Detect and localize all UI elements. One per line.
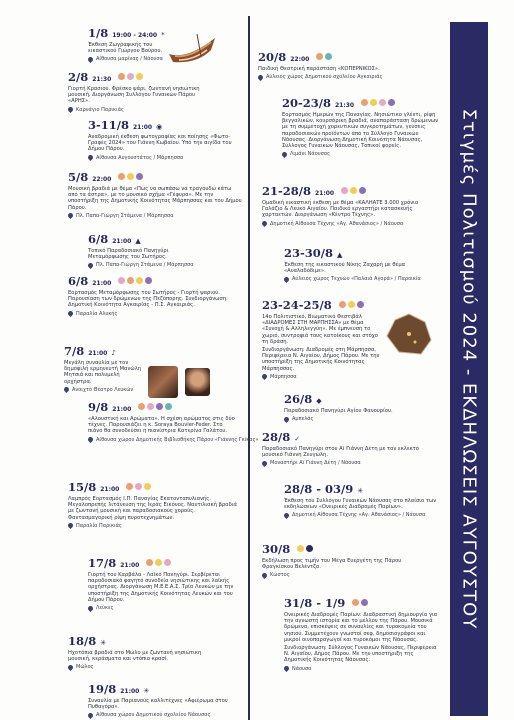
location-pin-icon <box>283 512 290 519</box>
event-description: Τοπικό Παραδοσιακό Πανηγύρι Μεταμόρφωσης του Σωτήρος. <box>88 248 169 261</box>
event-entry <box>284 596 469 672</box>
category-dots <box>361 99 395 106</box>
category-dots <box>138 403 172 410</box>
location-pin-icon <box>257 74 264 81</box>
event-time: 21:00 <box>88 350 108 357</box>
event-date: 18/8 <box>68 634 97 648</box>
location-pin-icon <box>87 56 94 63</box>
event-date: 23-24-25/8 <box>262 298 332 312</box>
location-pin-icon <box>283 665 290 672</box>
event-date: 31/8 - 1/9 <box>284 596 346 610</box>
event-location: Αύλειος χώρος Τεχνών «Παλαιά Αγορά» / Παροικία <box>284 276 469 282</box>
category-dots <box>118 173 143 180</box>
event-entry <box>258 50 443 80</box>
event-description: Έκθεση του Συλλόγου Γυναικών Νάουσας στο πλαίσιο των εκδηλώσεων «Ονειρικές Διαδρομές Παρίων». <box>284 498 437 511</box>
event-description: Συναυλία με Παριανούς καλλιτέχνες «Αφιέρωμα στον Πυθαγόρα». <box>88 698 228 711</box>
location-pin-icon <box>67 212 74 219</box>
event-description: Παιδική Θεατρική παράσταση «ΚΟΠΕΡΝΙΚΟΣ». <box>258 66 380 72</box>
event-entry <box>68 634 248 670</box>
event-date: 7/8 <box>64 344 85 358</box>
event-description: Παραδοσιακό Πανηγύρι Αγίου Φανουρίου. <box>284 408 393 414</box>
location-pin-icon <box>87 604 94 611</box>
event-description: Μουσική βραδιά με θέμα «Πως να σωπάσω να τραγουδώ κάτω από τα άστρα», με το μουσικό σχήμα «Γέφυρα». Με την υποστήριξη της Δημοτικής Κοινότητας Μάρπησσας και του Δήμου Πάρου. <box>68 186 242 211</box>
event-location: Δημοτική Αίθουσα Τέχνης «Αγ. Αθανάσιος» / Νάουσα <box>284 512 469 518</box>
event-description: Ονειρικές Διαδρομές Παρίων: Διαδραστική δημιουργία για την αγνωστή ιστορία και το μέλλον της Πάρου. Μουσικά δρώμενα, επισκέψεις σε συναυλίες και τυροκομεία του νησιού. Συμμετέχουν γνωστοί σεφ, δημοσιογράφοι και μικροί οινοπαραγωγοί και τυροκόμοι της Νάουσας. <box>284 612 438 643</box>
mini-icon: * <box>161 31 165 39</box>
mini-icon: ▲ <box>336 251 343 259</box>
event-date: 9/8 <box>88 400 109 414</box>
event-time: 22:00 <box>290 56 310 63</box>
event-location: Αίθουσα χώρου Δημοτικού σχολείου Νάουσας <box>88 712 268 718</box>
event-location: Κώστος <box>262 572 447 578</box>
event-time: 19:00 - 24:00 <box>112 32 158 39</box>
location-pin-icon <box>67 522 74 529</box>
event-location: Ανοιχτό Θέατρο Λευκών <box>64 387 244 393</box>
event-location: Πλ. Παπα-Γιώργη Στάμενα / Μάρπησσα <box>88 262 268 268</box>
mini-icon: ◆ <box>316 397 322 405</box>
event-time: 21:00 <box>112 238 132 245</box>
event-description: 14ο Πολιτιστικό, Βιωματικό Φεστιβάλ «ΔΙΑΔΡΟΜΕΣ ΣΤΗ ΜΑΡΠΗΣΣΑ» με θέμα «Συνοχή & Αλληλεγγύη». Με έμπνευση το χωριό, συντροφιά τους κατοίκους και στόχο τη δράση. <box>262 314 378 345</box>
mini-icon: ✳ <box>100 639 107 647</box>
event-entry <box>262 542 447 578</box>
event-description: Εορτασμός Μεταμόρφωσης του Σωτήρος - Γιορτή ψαριού. Παρουσίαση των δρώμενων της Πεζόπορης. Συνδιοργάνωση: Δημοτική Κοινότητα Αγκαιρίας - Π.Σ. Αγκαιριάς. <box>68 290 228 309</box>
event-entry <box>282 96 467 157</box>
event-description: Γιορτή του Καρβάλα - Λαϊκό Πανηγύρι. Σερβίρεται παραδοσιακό φαγητό συνοδεία νησιώτικης και λαϊκής ορχήστρας. Διοργάνωση Μ.Ε.Ε.Α.Σ. Τρία Λευκών με την υποστήριξη της Δημοτικής Κοινότητας Λευκών και του Δήμου Πάρου. <box>88 572 234 603</box>
location-pin-icon <box>67 310 74 317</box>
event-location: Παραλία Αλυκής <box>68 311 248 317</box>
category-dots <box>118 277 152 284</box>
event-location: Λιμάνι Νάουσας <box>282 151 467 157</box>
location-pin-icon <box>283 416 290 423</box>
location-pin-icon <box>87 436 94 443</box>
event-date: 3-11/8 <box>88 118 129 132</box>
event-description: Γιορτή Κρασιού. Φρέσκο ψάρι, ζωντανή νησιώτικη μουσική. Διοργάνωση Συλλόγου Γυναικών Πάρου «ΑΡΗΣ». <box>68 86 200 105</box>
event-date: 19/8 <box>88 682 117 696</box>
location-pin-icon <box>261 572 268 579</box>
location-pin-icon <box>87 154 94 161</box>
event-location: Μοναστήρι Αϊ Γιάννη Δέτη / Νάουσα <box>262 460 447 466</box>
event-note: Συνδιοργάνωση: Σύλλογος Γυναικών Νάουσας, Περιφέρεια Ν. Αιγαίου, Δήμος Πάρου. Με την υποστήριξη της Δημοτικής Κοινότητας Νάουσας. <box>284 645 437 664</box>
event-time: 22:00 <box>92 176 112 183</box>
mini-icon: ▲ <box>135 237 141 245</box>
event-description: Εκδήλωση προς τιμήν του Μέγα Ευεργέτη της Πάρου Φραγκίσκου Βελέντζα. <box>262 558 402 571</box>
event-entry <box>88 556 268 611</box>
location-pin-icon <box>87 712 94 719</box>
mini-icon: ✓ <box>294 435 301 443</box>
event-entry <box>68 170 248 219</box>
event-time: 21:30 <box>334 102 355 109</box>
event-location: Λεύκες <box>88 605 268 611</box>
event-date: 1/8 <box>88 26 109 40</box>
category-dots <box>146 559 171 566</box>
event-location: Αμπελάς <box>284 416 469 422</box>
event-date: 23-30/8 <box>284 246 333 260</box>
event-description: Έκθεση της εικαστικού Νίκης Ζαχαρή με θέμα «Αναλαδόδιμε». <box>284 262 406 275</box>
event-date: 15/8 <box>68 480 97 494</box>
event-date: 21-28/8 <box>262 184 311 198</box>
mini-icon: ✳ <box>143 687 150 695</box>
event-entry <box>88 682 268 718</box>
mini-icon: ◉ <box>156 123 163 131</box>
location-pin-icon <box>261 460 268 467</box>
event-date: 17/8 <box>88 556 117 570</box>
event-date: 20/8 <box>258 50 287 64</box>
mini-icon: ✳ <box>357 487 364 495</box>
location-pin-icon <box>67 664 74 671</box>
event-date: 2/8 <box>68 70 89 84</box>
category-dots <box>316 53 332 60</box>
event-description: Παραδοσιακό Πανηγύρι στον Αϊ Γιάννη Δέτη με τον εκλεκτό μουσικό Γιάννη Ζευγώλη. <box>262 446 419 459</box>
location-pin-icon <box>281 151 288 158</box>
event-date: 5/8 <box>68 170 89 184</box>
category-dots <box>118 73 143 80</box>
event-date: 6/8 <box>88 232 109 246</box>
event-entry <box>262 298 447 380</box>
location-pin-icon <box>87 262 94 269</box>
event-entry <box>88 232 268 268</box>
event-date: 20-23/8 <box>282 96 331 110</box>
event-time: 21:00 <box>120 688 140 695</box>
event-note: Συνδιοργάνωση: Διαδρομές στη Μάρπησσα, Περιφέρεια Ν. Αιγαίου, Δήμος Πάρου. Με την υποστήριξη της Δημοτικής Κοινότητας Μάρπησσας. <box>262 347 380 372</box>
event-description: Εορτασμός Ημερών της Παναγίας. Νησιώτικο γλέντι, ρίψη βεγγαλικών, κουρσάρικη βραδιά, αναπαράσταση δρώμενων με τη συμμετοχή χορευτικών συγκροτημάτων, γεύσεις παραδοσιακών προϊόντων από το Σύλλογο Γυναικών Νάουσας. Διοργάνωση Δημοτική Κοινότητα Νάουσας, Σύλλογος Γυναικών Νάουσας, Τοπικοί φορείς. <box>282 112 439 150</box>
event-location: Μώλος <box>68 664 248 670</box>
event-time: 21:00 <box>100 486 120 493</box>
category-dots <box>341 187 366 194</box>
location-pin-icon <box>283 276 290 283</box>
event-entry <box>284 482 469 518</box>
category-dots <box>297 545 313 552</box>
event-entry <box>68 70 248 113</box>
location-pin-icon <box>63 386 70 393</box>
event-description: «Αλουστική και Αρώματα». Η σχέση αρώματος στις δύο τέχνες. Παρουσιάζει η κ. Soraya Bouvier-Feder. Στο πιάνο θα συνοδεύσει η πιανίστρια Κατερίνα Γαλάτου. <box>88 416 235 435</box>
event-date: 6/8 <box>68 274 89 288</box>
event-location: Αίθουσα χώρου Δημοτικής Βιβλιοθήκης Πάρου «Γιάννης Γκίκας» <box>88 437 268 443</box>
event-time: 21:00 <box>120 562 140 569</box>
location-pin-icon <box>67 106 74 113</box>
event-time: 21:00 <box>132 124 153 131</box>
event-entry <box>68 480 248 529</box>
event-date: 26/8 <box>284 392 313 406</box>
banner-title: Στιγμές Πολιτισμού 2024 - ΕΚΔΗΛΩΣΕΙΣ ΑΥΓΟΥΣΤΟΥ <box>458 108 480 630</box>
event-time: 21:30 <box>92 76 112 83</box>
event-description: Λαμπρός Εορτασμός Ι.Π. Παναγίας Εκατονταπυλιανής. Μεγαλοπρεπής λιτάνευση της Ιεράς Εικόνος. Ναυτιλιακή βραδιά με ζωντανή μουσική και παραδοσιακούς χορούς. Φαντασμαγορική ρίψη πυροτεχνημάτων. <box>68 496 237 521</box>
event-description: Ηχοτόπια βραδιά στο Μώλο με ζωντανή νησιώτικη μουσική, κεράσματα και ντόπιο κρασί. <box>68 650 202 663</box>
location-pin-icon <box>261 220 268 227</box>
event-location: Καρνάγιο Παρικιάς <box>68 107 248 113</box>
category-dots <box>352 599 368 606</box>
event-entry <box>64 344 244 393</box>
event-location: Πλ. Παπα-Γιώργη Στάμενα / Μάρπησσα <box>68 213 248 219</box>
event-entry <box>284 246 469 282</box>
event-time: 21:00 <box>92 280 112 287</box>
event-entry <box>262 184 447 227</box>
event-entry <box>284 392 469 422</box>
event-entry <box>262 430 447 466</box>
event-entry <box>88 26 268 62</box>
event-date: 28/8 <box>262 430 291 444</box>
event-location: Αύλειος χώρος Δημοτικού σχολείου Αγκαιριάς <box>258 74 443 80</box>
event-description: Αναδρομική έκθεση φωτογραφίας και ποίησης «Φωτο-Γραφές 2024» του Γιάννη Κωβαίου. Υπό την αιγίδα του Δήμου Πάρου. <box>88 134 232 153</box>
mini-icon: ♪ <box>111 349 116 357</box>
event-entry <box>88 400 268 443</box>
event-location: Μάρπησσα <box>262 374 447 380</box>
event-date: 30/8 <box>262 542 291 556</box>
event-location: Δημοτική Αίθουσα Τέχνης «Αγ. Αθανάσιος» / Νάουσα <box>262 221 447 227</box>
event-location: Νάουσα <box>284 666 469 672</box>
category-dots <box>339 301 364 308</box>
event-time: 21:00 <box>314 190 335 197</box>
event-description: Μεγάλη συναυλία με τον δημοφιλή ερμηνευτή Μανώλη Μητσιά και πολυμελή ορχήστρα. <box>64 360 142 385</box>
event-location: Αίθουσα μαρίνας / Νάουσα <box>88 56 268 62</box>
event-time: 21:00 <box>112 406 132 413</box>
event-location: Παραλία Παρικιάς <box>68 523 248 529</box>
event-entry <box>88 118 268 161</box>
event-date: 28/8 - 03/9 <box>284 482 354 496</box>
event-description: Έκθεση Ζωγραφικής του εικαστικού Γιώργου Βούρου. <box>88 42 163 55</box>
location-pin-icon <box>261 373 268 380</box>
category-dots <box>126 483 151 490</box>
event-entry <box>68 274 248 317</box>
event-location: Αίθουσα Αυγουστάτος / Μάρπησσα <box>88 155 268 161</box>
event-description: Ομαδική εικαστική έκθεση με θέμα «ΚΑΛΗΑΤΕ 3.000 χρόνια Γαλάζιο & Λευκό Αιγαίου. Παιδικό εργαστήρι κατασκευής χαρταετών. Διοργάνωση «Κέντρο Τέχνης». <box>262 200 419 219</box>
